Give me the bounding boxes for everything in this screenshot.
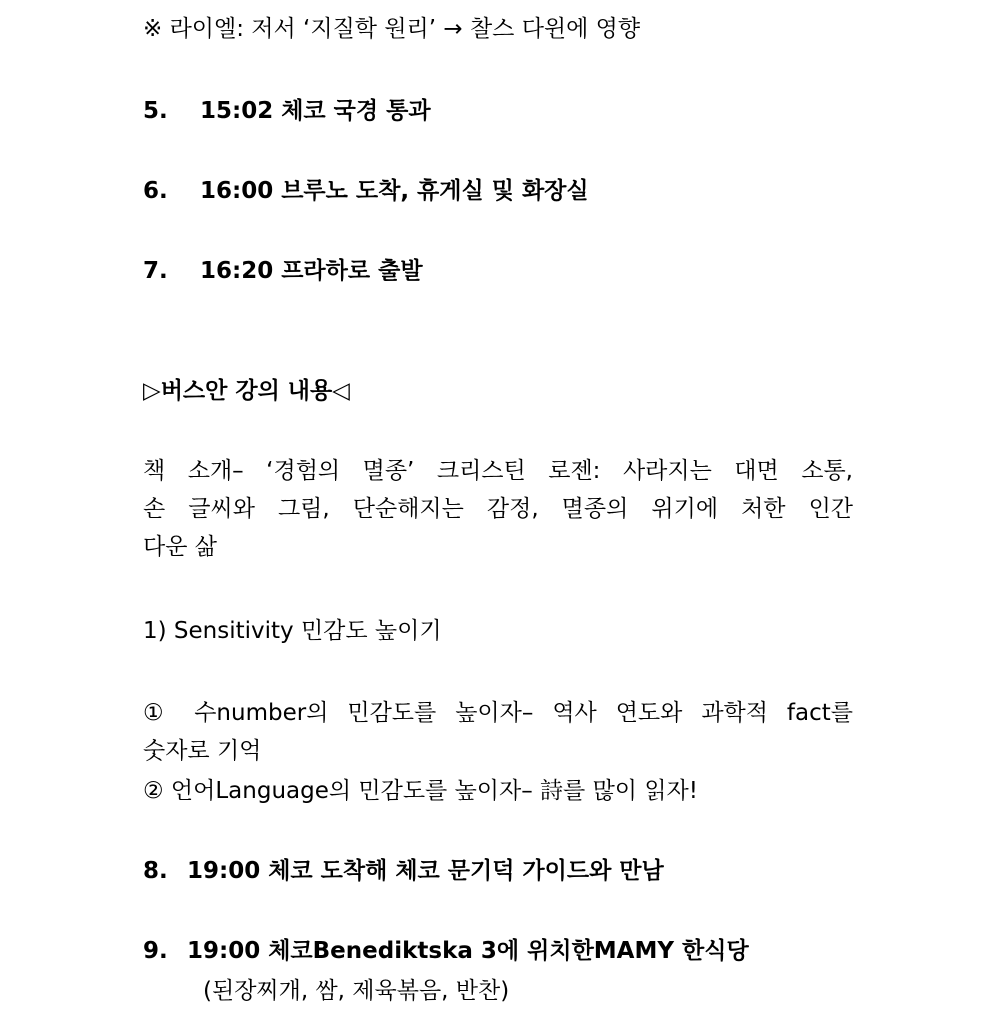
schedule-text: 15:02 체코 국경 통과 (200, 98, 431, 124)
schedule-item-6 (143, 176, 589, 206)
schedule-text: 19:00 체코 도착해 체코 문기덕 가이드와 만남 (187, 858, 664, 884)
schedule-text: 19:00 체코Benediktska 3에 위치한MAMY 한식당 (187, 938, 749, 964)
schedule-number: 9. (143, 938, 168, 964)
schedule-text: 16:20 프라하로 출발 (200, 258, 423, 284)
schedule-number: 7. (143, 258, 168, 284)
schedule-number: 6. (143, 178, 168, 204)
language-sensitivity-item: ② 언어Language의 민감도를 높이자– 詩를 많이 읽자! (143, 778, 698, 804)
schedule-text: 16:00 브루노 도착, 휴게실 및 화장실 (200, 178, 589, 204)
book-intro-line: 책 소개– ‘경험의 멸종’ 크리스틴 로젠: 사라지는 대면 소통, (143, 458, 853, 484)
schedule-number: 5. (143, 98, 168, 124)
book-intro-paragraph (143, 452, 853, 566)
lyell-note: ※ 라이엘: 저서 ‘지질학 원리’ → 찰스 다윈에 영향 (143, 16, 641, 42)
schedule-item-5 (143, 96, 431, 126)
number-sensitivity-line: ① 수number의 민감도를 높이자– 역사 연도와 과학적 fact를 (143, 700, 853, 726)
number-sensitivity-item (143, 694, 853, 770)
schedule-item-7 (143, 256, 423, 286)
number-sensitivity-line: 숫자로 기억 (143, 738, 262, 764)
book-intro-line: 다운 삶 (143, 534, 217, 560)
section-sensitivity: 1) Sensitivity 민감도 높이기 (143, 618, 442, 644)
lecture-heading: ▷버스안 강의 내용◁ (143, 378, 350, 404)
book-intro-line: 손 글씨와 그림, 단순해지는 감정, 멸종의 위기에 처한 인간 (143, 496, 853, 522)
schedule-item-9 (143, 936, 749, 966)
menu-note: (된장찌개, 쌈, 제육볶음, 반찬) (203, 978, 510, 1004)
schedule-number: 8. (143, 858, 168, 884)
schedule-item-8 (143, 856, 664, 886)
